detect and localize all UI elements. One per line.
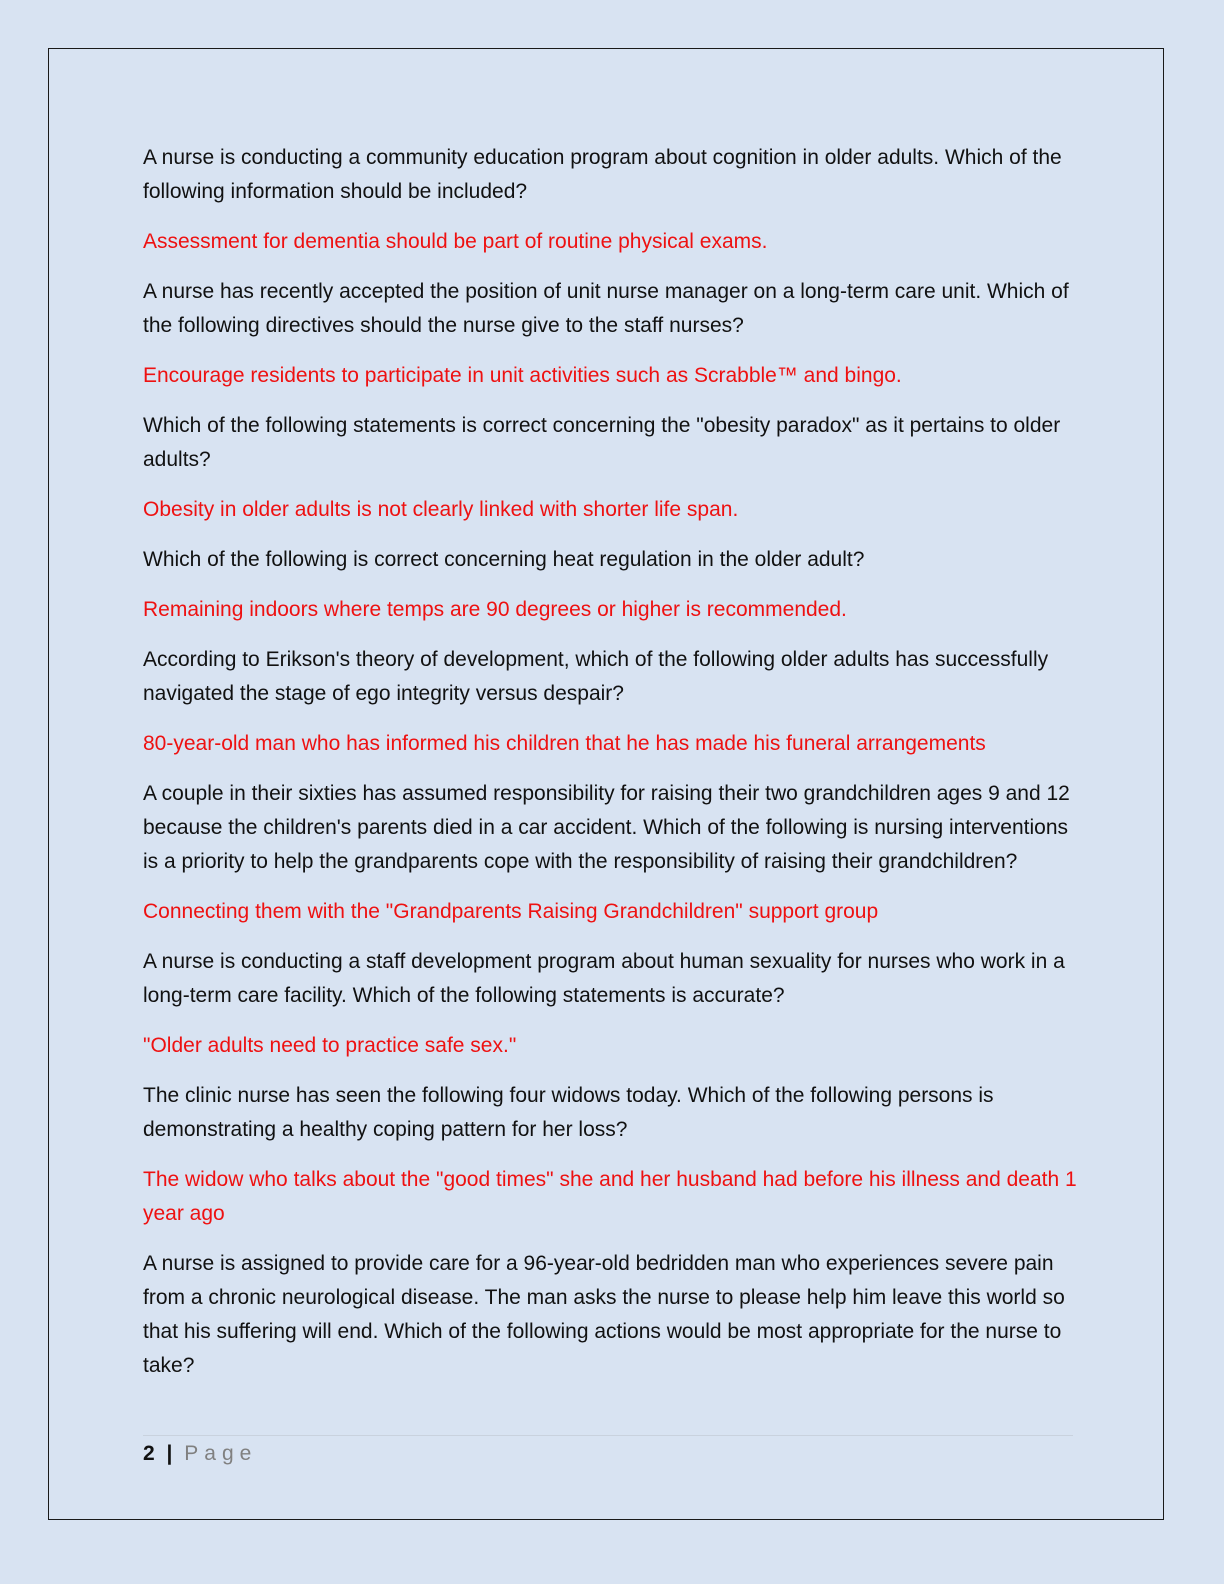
question-text: According to Erikson's theory of development, which of the following older adults has successfully navigated the stage of ego integrity versus despair?	[143, 648, 1049, 705]
answer-text: Obesity in older adults is not clearly linked with shorter life span.	[143, 498, 739, 521]
question-text: Which of the following statements is correct concerning the "obesity paradox" as it pertains to older adults?	[143, 414, 1061, 471]
question-text: A nurse is conducting a staff development program about human sexuality for nurses who work in a long-term care facility. Which of the following statements is accurate?	[143, 950, 1065, 1007]
page-footer	[143, 1440, 257, 1468]
answer-text: "Older adults need to practice safe sex."	[143, 1034, 517, 1057]
question-text: A nurse has recently accepted the position of unit nurse manager on a long-term care unit. Which of the following directives should the nurse give to the staff nurses?	[143, 280, 1069, 337]
answer-text: Connecting them with the "Grandparents Raising Grandchildren" support group	[143, 900, 879, 923]
question-text: Which of the following is correct concerning heat regulation in the older adult?	[143, 548, 865, 571]
answer-text: Assessment for dementia should be part of routine physical exams.	[143, 230, 768, 253]
question-text: The clinic nurse has seen the following four widows today. Which of the following persons is demonstrating a healthy coping pattern for her loss?	[143, 1084, 994, 1141]
question-text: A nurse is assigned to provide care for a 96-year-old bedridden man who experiences severe pain from a chronic neurological disease. The man asks the nurse to please help him leave this world so that his suffering will end. Which of the following actions would be most appropriate for the nurse to take?	[143, 1252, 1065, 1377]
answer-text: 80-year-old man who has informed his children that he has made his funeral arrangements	[143, 732, 986, 755]
page-label: Page	[184, 1442, 258, 1465]
question-text: A nurse is conducting a community education program about cognition in older adults. Which of the following information should be included?	[143, 146, 1062, 203]
answer-text: Remaining indoors where temps are 90 degrees or higher is recommended.	[143, 598, 847, 621]
question-text: A couple in their sixties has assumed responsibility for raising their two grandchildren ages 9 and 12 because the children's parents died in a car accident. Which of the following is nursing interventions is a priority to help the grandparents cope with the responsibility of raising their grandchildren?	[143, 782, 1070, 873]
page-number: 2	[143, 1442, 155, 1465]
document-body	[143, 141, 1083, 1399]
footer-divider	[143, 1435, 1073, 1436]
answer-text: The widow who talks about the "good times" she and her husband had before his illness and death 1 year ago	[143, 1168, 1077, 1225]
answer-text: Encourage residents to participate in unit activities such as Scrabble™ and bingo.	[143, 364, 902, 387]
footer-separator: |	[166, 1442, 173, 1465]
